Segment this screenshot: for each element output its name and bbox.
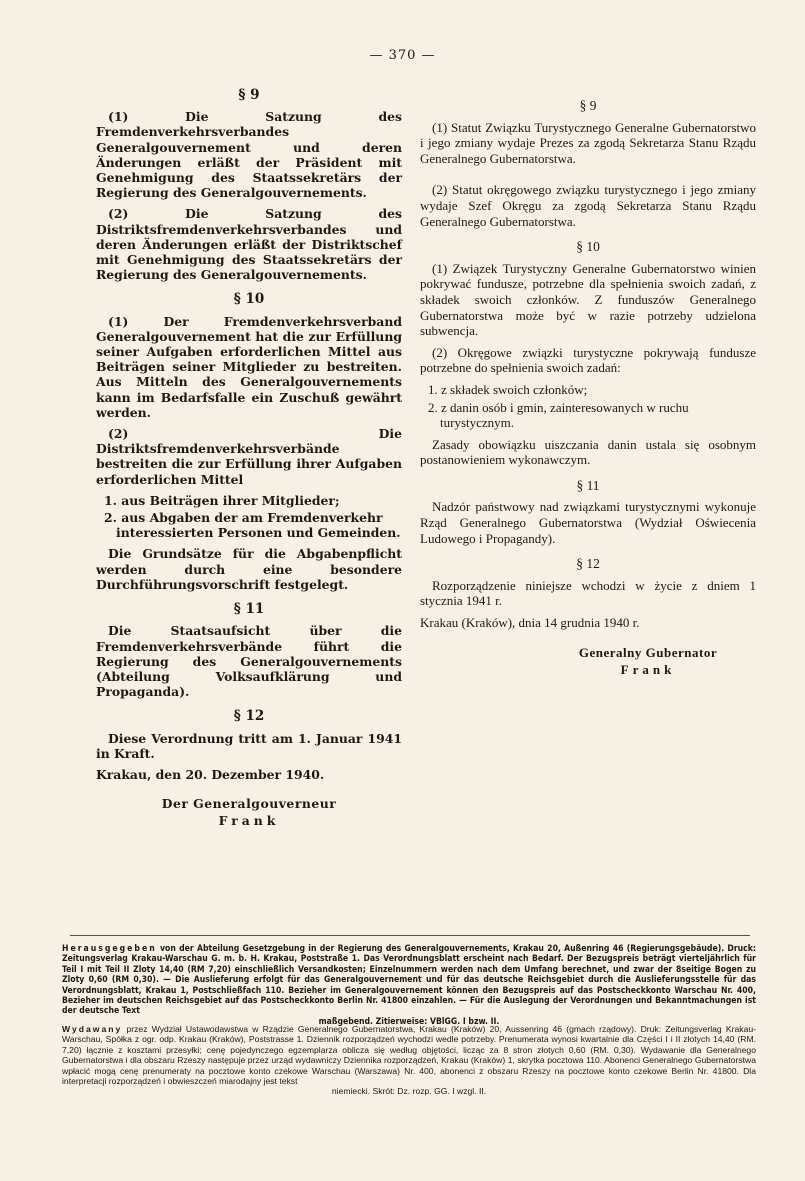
paragraph: Diese Verordnung tritt am 1. Januar 1941 in Kraft.	[96, 730, 402, 761]
page-number: — 370 —	[369, 48, 436, 63]
paragraph: Zasady obowiązku uiszczania danin ustala się osobnym postanowieniem wykonawczym.	[420, 436, 756, 468]
paragraph: Die Staatsaufsicht über die Fremdenverkehrsverbände führt die Regierung des Generalgouvernements (Abteilung Volksaufklärung und Propaganda).	[96, 623, 402, 700]
paragraph: (1) Statut Związku Turystycznego Generalne Gubernatorstwo i jego zmiany wydaje Prezes za zgodą Sekretarza Stanu Rządu Generalnego Gubernatorstwa.	[420, 119, 756, 166]
paragraph: (2) Die Distriktsfremdenverkehrsverbände bestreiten die zur Erfüllung ihrer Aufgaben erforderlichen Mittel	[96, 426, 402, 487]
polish-column	[420, 88, 756, 678]
section-heading: § 9	[579, 98, 597, 113]
german-column	[96, 78, 402, 829]
paragraph: (2) Okręgowe związki turystyczne pokrywają fundusze potrzebne do spełnienia swoich zadań:	[420, 344, 756, 376]
footer-tail: maßgebend. Zitierweise: VBlGG. I bzw. II.	[318, 1016, 500, 1027]
section-heading: § 9	[238, 87, 260, 103]
paragraph: Die Grundsätze für die Abgabenpflicht werden durch eine besondere Durchführungsvorschrift festgelegt.	[96, 546, 402, 592]
section-heading: § 10	[576, 239, 600, 255]
section-heading: § 11	[576, 477, 600, 493]
paragraph: (2) Statut okręgowego związku turystycznego i jego zmiany wydaje Szef Okręgu za zgodą Sekretarza Stanu Rządu Generalnego Gubernatorstwa.	[420, 182, 756, 229]
footer-text: przez Wydział Ustawodawstwa w Rządzie Generalnego Gubernatorstwa, Krakau (Kraków) 20, Aussenring 46 (gmach rządowy). Druk: Zeitungsverlag Krakau-Warschau, Spółka z ogr. odp. Krakau (Kraków), Poststrasse 1. Dziennik rozporządzeń wychodzi wedle potrzeby. Prenumerata wynosi kwartalnie dla Części I i II złotych 14,40 (RM. 7,20) łącznie z kosztami przesyłki; cenę pojedynczego egzemplarza oblicza się według objętości, licząc za 8 stron złotych 0,60 (RM. 0,30). Wydawanie dla Generalnego Gubernatorstwa i dla obszaru Rzeszy następuje przez urząd wydawniczy Dziennika rozporządzeń, Krakau (Kraków) 1, skrytka pocztowa 110. Abonenci Generalnego Gubernatorstwa wpłacić mogą cenę prenumeraty na pocztowe konto czekowe Warschau (Warszawa) Nr. 400, abonenci z obszaru Rzeszy na pocztowe konto czekowe Berlin Nr. 41800. Dla interpretacji rozporządzeń i obwieszczeń miarodajny jest tekst	[62, 1024, 756, 1087]
footer-divider	[70, 935, 750, 936]
signatory-name: Frank	[620, 662, 676, 678]
footer-german	[62, 944, 756, 1027]
footer-tail: niemiecki. Skrót: Dz. rozp. GG. I wzgl. II.	[331, 1086, 487, 1097]
section-heading: § 10	[233, 291, 265, 308]
paragraph: (2) Die Satzung des Distriktsfremdenverkehrsverbandes und deren Änderungen erläßt der Distriktschef mit Genehmigung des Staatssekretärs der Regierung des Generalgouvernements.	[96, 206, 402, 283]
footer-lead: Herausgegeben	[62, 944, 157, 954]
section-heading: § 11	[233, 601, 265, 618]
paragraph: (1) Der Fremdenverkehrsverband Generalgouvernement hat die zur Erfüllung seiner Aufgaben erforderlichen Mittel aus Beiträgen seiner Mitglieder zu bestreiten. Aus Mitteln des Generalgouvernements kann im Bedarfsfalle ein Zuschuß gewährt werden.	[96, 313, 402, 420]
list-item: 2. aus Abgaben der am Fremdenverkehr interessierten Personen und Gemeinden.	[104, 510, 401, 541]
section-heading: § 12	[576, 556, 600, 572]
list-item: 1. aus Beiträgen ihrer Mitglieder;	[104, 492, 340, 508]
item-list	[96, 493, 402, 541]
signatory-title: Der Generalgouverneur	[161, 796, 337, 812]
signatory-title: Generalny Gubernator	[578, 644, 718, 660]
paragraph: Nadzór państwowy nad związkami turystycznymi wykonuje Rząd Generalnego Gubernatorstwa (Wydział Oświecenia Ludowego i Propagandy).	[420, 499, 756, 546]
place-date: Krakau (Kraków), dnia 14 grudnia 1940 r.	[420, 615, 640, 631]
footer-polish	[62, 1024, 756, 1097]
paragraph: (1) Związek Turystyczny Generalne Gubernatorstwo winien pokrywać fundusze, potrzebne dla spełnienia swoich zadań, z składek swoich członków. Z funduszów Generalnego Gubernatorstwa może być w razie potrzeby udzielona subwencja.	[420, 260, 756, 339]
footer-text: von der Abteilung Gesetzgebung in der Regierung des Generalgouvernements, Krakau 20, Außenring 46 (Regierungsgebäude). Druck: Zeitungsverlag Krakau-Warschau G. m. b. H. Krakau, Poststraße 1. Das Verordnungsblatt erscheint nach Bedarf. Der Bezugspreis beträgt vierteljährlich für Teil I mit Teil II Zloty 14,40 (RM 7,20) einschließlich Versandkosten; Einzelnummern werden nach dem Umfang berechnet, und zwar der 8seitige Bogen zu Zloty 0,60 (RM 0,30). — Die Auslieferung erfolgt für das Generalgouvernement und für das deutsche Reichsgebiet durch die Auslieferungsstelle für das Verordnungsblatt, Krakau 1, Postschließfach 110. Bezieher im Generalgouvernement können den Bezugspreis auf das Postscheckkonto Warschau Nr. 400, Bezieher im deutschen Reichsgebiet auf das Postscheckkonto Berlin Nr. 41800 einzahlen. — Für die Auslegung der Verordnungen und Bekanntmachungen ist der deutsche Text	[62, 944, 756, 1017]
paragraph: (1) Die Satzung des Fremdenverkehrsverbandes Generalgouvernement und deren Änderungen erläßt der Präsident mit Genehmigung des Staatssekretärs der Regierung des Generalgouvernements.	[96, 109, 402, 201]
place-date: Krakau, den 20. Dezember 1940.	[96, 766, 325, 782]
signatory-name: Frank	[218, 813, 280, 829]
list-item: 1. z składek swoich członków;	[428, 381, 588, 397]
item-list	[420, 382, 756, 431]
footer-lead: Wydawany	[62, 1024, 123, 1034]
section-heading: § 12	[233, 708, 265, 725]
list-item: 2. z danin osób i gmin, zainteresowanych w ruchu turystycznym.	[428, 399, 689, 431]
paragraph: Rozporządzenie niniejsze wchodzi w życie z dniem 1 stycznia 1941 r.	[420, 577, 756, 609]
